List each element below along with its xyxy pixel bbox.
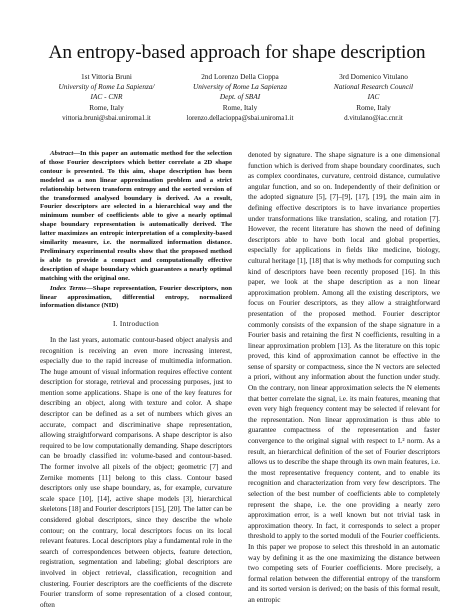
author-affiliation: IAC - CNR xyxy=(90,92,123,102)
right-column xyxy=(248,150,440,610)
author-1 xyxy=(40,72,173,123)
index-terms-text: —Shape representation, Fourier descriptors, non linear approximation, differential entropy, normalized information distance (NID) xyxy=(40,284,232,310)
author-city: Rome, Italy xyxy=(356,102,391,112)
author-affiliation: University of Rome La Sapienza/ xyxy=(58,82,155,92)
author-email: d.vitulano@iac.cnr.it xyxy=(344,113,403,122)
author-email: lorenzo.dellacioppa@sbai.uniroma1.it xyxy=(186,113,294,122)
intro-paragraph-continued: denoted by signature. The shape signature is a one dimensional function which is derived from shape boundary coordinates, such as complex coordinates, curvature, centroid distance, cumulative angular function, and so on. Independently of their definition or the adopted signature [5], [7]–[9], [17], [19], the main aim in defining effective descriptors is to have invariance properties under transformations like translation, scaling, and rotation [7]. However, the recent literature has shown the need of defining descriptors able to have both local and global properties, especially for applications in fields like medicine, biology, cultural heritage [1], [18] that is why methods for computing such kind of descriptors have been recently proposed [16]. In this paper, we look at the shape description as a non linear approximation problem. Among all the existing descriptors, we focus on Fourier descriptors, as they allow a straightforward presentation of the proposed method. Fourier descriptor commonly consists of the expansion of the shape signature in a Fourier basis and retaining the first N coefficients, resulting in a linear approximation problem [13]. As the literature on this topic proved, this kind of approximation cannot be effective in the sense of sparsity or compactness, since the N vectors are selected a priori, without any information about the function under study. On the contrary, non linear approximation selects the N elements that better correlate the signal, i.e. its main features, meaning that even very high frequency content may be selected if relevant for the representation. Non linear approximation is thus able to guarantee compactness of the representation and faster convergence to the original signal with respect to L² norm. As a result, an hierarchical definition of the set of Fourier descriptors allows us to describe the shape through its own main features, i.e. the most representative frequency content, and to enable its recognition and characterization from very few descriptors. The selection of the best number of coefficients able to completely represent the shape, i.e. the one providing a nearly zero approximation error, is a well known but not trivial task in approximation theory. In fact, it corresponds to select a proper threshold to apply to the sorted moduli of the Fourier coefficients. In this paper we propose to select this threshold in an automatic way by defining it as the one maximizing the distance between two competing sets of Fourier coefficients. More precisely, a formal relation between the differential entropy of the transform and its sorted version is derived; on the basis of this formal result, an entropic xyxy=(248,151,440,604)
section-heading-introduction: I. Introduction xyxy=(112,320,160,329)
author-affiliation: National Research Council xyxy=(333,82,414,92)
abstract-label: Abstract xyxy=(50,150,74,157)
author-name: 1st Vittoria Bruni xyxy=(81,72,132,81)
body-columns xyxy=(40,150,440,610)
abstract-text: —In this paper an automatic method for the selection of those Fourier descriptors which better correlate a 2D shape contour is presented. To this aim, shape description has been modeled as a non linear approximation problem and a strict relationship between transform entropy and the sorted version of the transformed analysed boundary is derived. As a result, Fourier descriptors are selected in a hierarchical way and the minimum number of coefficients able to give a nearly optimal shape boundary representation is automatically derived. The latter maximizes an entropic interpretation of a complexity-based similarity measure, i.e. the normalized information distance. Preliminary experimental results show that the proposed method is able to provide a compact and computationally effective description of shape boundary which guarantees a nearly optimal matching with the original one. xyxy=(40,150,232,282)
index-terms-label: Index Terms xyxy=(50,284,86,292)
author-name: 2nd Lorenzo Della Cioppa xyxy=(201,72,279,81)
author-2 xyxy=(174,72,307,123)
author-affiliation: IAC xyxy=(367,92,380,102)
index-terms xyxy=(40,285,232,312)
paper-title: An entropy-based approach for shape description xyxy=(48,42,426,63)
author-email: vittoria.bruni@sbai.uniroma1.it xyxy=(62,113,151,122)
author-affiliation: Dept. of SBAI xyxy=(219,92,261,102)
author-block xyxy=(40,72,440,123)
intro-paragraph: In the last years, automatic contour-based object analysis and recognition is receiving an even more increasing interest, especially due to the rapid increase of multimedia information. The huge amount of visual information requires effective content description for storage, retrieval and processing purposes, just to mention some applications. Shape is one of the key features for describing an object, along with texture and color. A shape descriptor can be defined as a set of numbers which gives an accurate, compact and discriminative shape representation, allowing straightforward comparisons. A shape descriptor is also required to be low computationally demanding. Shape descriptors can be broadly classified in: volume-based and contour-based. The former involve all pixels of the object; geometric [7] and Zernike moments [11] belong to this class. Contour based descriptors only use shape boundary, as, for example, curvature scale space [10], [14], active shape models [3], hierarchical skeletons [18] and Fourier descriptors [15], [20]. The latter can be considered global descriptors, since they describe the whole contour; on the contrary, local descriptors focus on its local relevant features. Local descriptors play a fundamental role in the search of correspondences between objects, feature detection, registration, segmentation and labeling; global descriptors are involved in object retrieval, classification, recognition and clustering. Fourier descriptors are the coefficients of the discrete Fourier transform of some representation of a closed contour, often xyxy=(40,335,232,609)
author-city: Rome, Italy xyxy=(89,102,124,112)
left-column xyxy=(40,150,232,610)
author-3 xyxy=(307,72,440,123)
author-city: Rome, Italy xyxy=(222,102,258,112)
author-name: 3rd Domenico Vitulano xyxy=(339,72,408,81)
author-affiliation: University of Rome La Sapienza xyxy=(192,82,288,92)
abstract xyxy=(40,150,232,284)
